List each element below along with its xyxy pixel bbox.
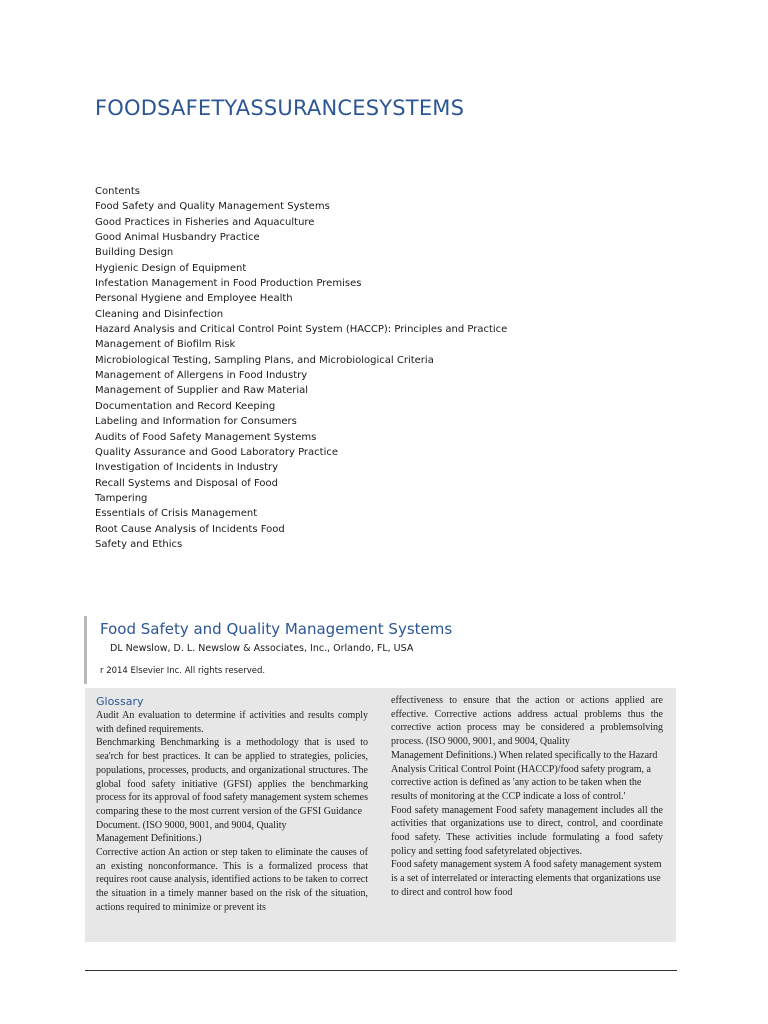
contents-item: Tampering [95, 492, 148, 504]
chapter-author: DL Newslow, D. L. Newslow & Associates, Inc., Orlando, FL, USA [110, 643, 414, 654]
contents-item: Investigation of Incidents in Industry [95, 462, 279, 474]
contents-item: Labeling and Information for Consumers [95, 416, 297, 428]
glossary-entry: Food safety management system A food safety management system is a set of interrelated or interacting elements that organizations use to direct and control how food [391, 859, 662, 898]
document-title: FOODSAFETYASSURANCESYSTEMS [95, 96, 465, 120]
table-of-contents [95, 184, 615, 552]
contents-item: Quality Assurance and Good Laboratory Practice [95, 446, 339, 458]
glossary-box [85, 688, 676, 942]
glossary-entry: Food safety management Food safety management includes all the activities that organizations use to direct, control, and coordinate food safety. These activities include formulating a food safety policy and setting food safetyrelated objectives. [391, 804, 663, 857]
contents-item: Hazard Analysis and Critical Control Point System (HACCP): Principles and Practice [95, 324, 508, 336]
glossary-heading: Glossary [96, 695, 144, 708]
contents-item: Microbiological Testing, Sampling Plans, and Microbiological Criteria [95, 354, 434, 366]
glossary-entry: Corrective action An action or step taken to eliminate the causes of an existing nonconformance. This is a formalized process that requires root cause analysis, identified actions to be taken to correct the situation in a timely manner based on the risk of the situation, actions required to minimize or prevent its [96, 847, 368, 913]
contents-item: Audits of Food Safety Management Systems [95, 431, 317, 443]
chapter-accent-bar [84, 616, 87, 684]
contents-item: Infestation Management in Food Production Premises [95, 278, 362, 290]
glossary-entry: Benchmarking Benchmarking is a methodology that is used to sea'rch for best practices. It can be applied to strategies, policies, populations, processes, products, and organizational structures. The global food safety initiative (GFSI) applies the benchmarking process for its approval of food safety management system schemes comparing these to the most current version of the GFSI Guidance [96, 737, 368, 817]
glossary-right-column [391, 694, 663, 900]
contents-item: Building Design [95, 247, 174, 259]
contents-item: Management of Allergens in Food Industry [95, 370, 308, 382]
contents-item: Hygienic Design of Equipment [95, 262, 247, 274]
glossary-left-column [96, 694, 368, 915]
contents-item: Management of Supplier and Raw Material [95, 385, 309, 397]
contents-item: Cleaning and Disinfection [95, 308, 224, 320]
contents-heading: Contents [95, 186, 140, 197]
contents-item: Essentials of Crisis Management [95, 508, 258, 520]
contents-item: Documentation and Record Keeping [95, 400, 276, 412]
glossary-entry: Document. (ISO 9000, 9001, and 9004, Quality [96, 819, 287, 831]
glossary-entry: Management Definitions.) [96, 833, 202, 845]
contents-item: Management of Biofilm Risk [95, 339, 236, 351]
contents-item: Good Practices in Fisheries and Aquaculture [95, 216, 315, 228]
glossary-entry: Audit An evaluation to determine if activities and results comply with defined requirements. [96, 710, 368, 735]
contents-item: Personal Hygiene and Employee Health [95, 293, 293, 305]
contents-item: Recall Systems and Disposal of Food [95, 477, 278, 489]
copyright-notice: r 2014 Elsevier Inc. All rights reserved. [100, 666, 266, 676]
contents-item: Food Safety and Quality Management Systems [95, 201, 330, 213]
contents-item: Root Cause Analysis of Incidents Food [95, 523, 285, 535]
chapter-title: Food Safety and Quality Management Systems [100, 620, 453, 638]
contents-item: Safety and Ethics [95, 538, 183, 550]
bottom-rule [85, 970, 677, 971]
contents-item: Good Animal Husbandry Practice [95, 232, 260, 244]
glossary-entry: effectiveness to ensure that the action or actions applied are effective. Corrective actions address actual problems thus the corrective action process may be considered a problemsolving process. (ISO 9000, 9001, and 9004, Quality [391, 695, 663, 748]
glossary-entry: Management Definitions.) When related specifically to the Hazard Analysis Critical Control Point (HACCP)/food safety program, a corrective action is defined as 'any action to be taken when the results of monitoring at the CCP indicate a loss of control.' [391, 749, 658, 802]
